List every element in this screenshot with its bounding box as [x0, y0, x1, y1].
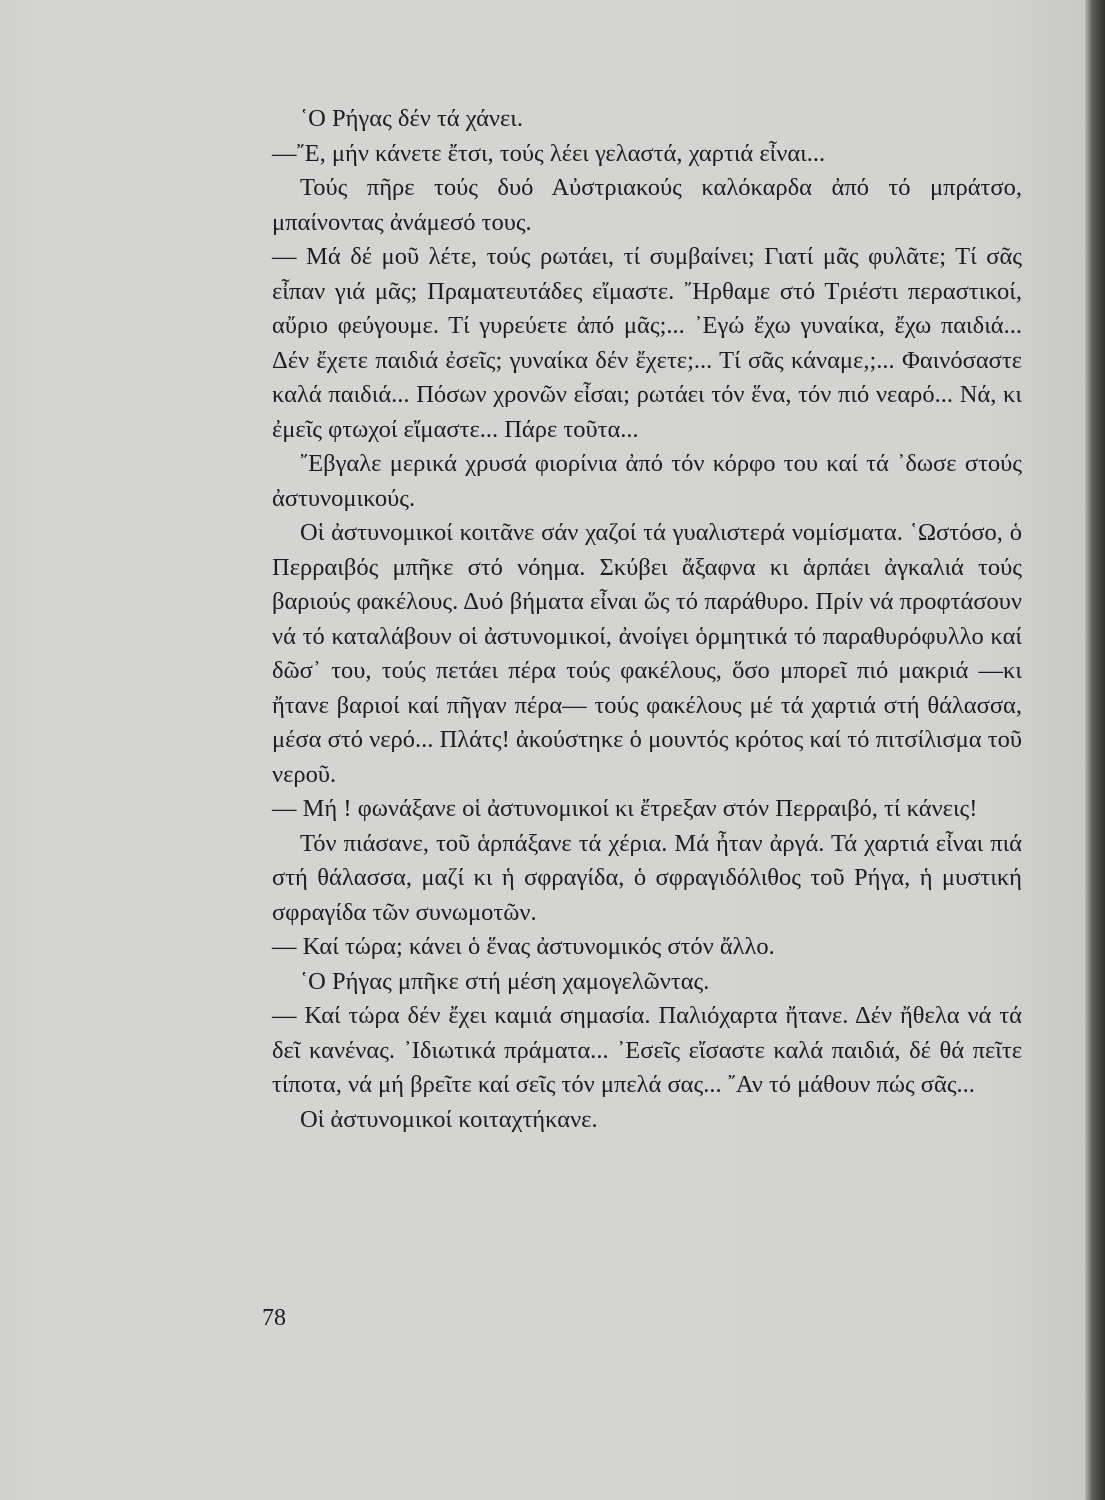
- paragraph: — Καί τώρα δέν ἔχει καμιά σημασία. Παλιόχαρτα ἤτανε. Δέν ἤθελα νά τά δεῖ κανένας. ᾿Ιδιωτικά πράματα... ᾿Εσεῖς εἴσαστε καλά παιδιά, δέ θά πεῖτε τίποτα, νά μή βρεῖτε καί σεῖς τόν μπελά σας... ῎Αν τό μάθουν πώς σᾶς...: [272, 1002, 1022, 1098]
- binding-shadow: [1085, 0, 1105, 1500]
- page-number: 78: [262, 1305, 286, 1331]
- body-text: [272, 102, 1022, 1137]
- paragraph: ῾Ο Ρήγας δέν τά χάνει.: [300, 105, 524, 132]
- paragraph: Τόν πιάσανε, τοῦ ἁρπάξανε τά χέρια. Μά ἦταν ἀργά. Τά χαρτιά εἶναι πιά στή θάλασσα, μαζί κι ἡ σφραγίδα, ὁ σφραγιδόλιθος τοῦ Ρήγα, ἡ μυστική σφραγίδα τῶν συνωμοτῶν.: [272, 829, 1022, 926]
- paragraph: — Μή ! φωνάξανε οἱ ἀστυνομικοί κι ἔτρεξαν στόν Περραιβό, τί κάνεις!: [272, 795, 978, 822]
- paragraph: — Μά δέ μοῦ λέτε, τούς ρωτάει, τί συμβαίνει; Γιατί μᾶς φυλᾶτε; Τί σᾶς εἶπαν γιά μᾶς; Πραματευτάδες εἴμαστε. ῎Ηρθαμε στό Τριέστι περαστικοί, αὔριο φεύγουμε. Τί γυρεύετε ἀπό μᾶς;... ᾿Εγώ ἔχω γυναίκα, ἔχω παιδιά... Δέν ἔχετε παιδιά ἐσεῖς; γυναίκα δέν ἔχετε;... Τί σᾶς κάναμε,;... Φαινόσαστε καλά παιδιά... Πόσων χρονῶν εἶσαι; ρωτάει τόν ἕνα, τόν πιό νεαρό... Νά, κι ἐμεῖς φτωχοί εἴμαστε... Πάρε τοῦτα...: [272, 243, 1022, 443]
- paragraph: —῎Ε, μήν κάνετε ἔτσι, τούς λέει γελαστά, χαρτιά εἶναι...: [272, 139, 826, 167]
- paragraph: Τούς πῆρε τούς δυό Αὐστριακούς καλόκαρδα ἀπό τό μπράτσο, μπαίνοντας ἀνάμεσό τους.: [272, 174, 1022, 236]
- paragraph: ῎Εβγαλε μερικά χρυσά φιορίνια ἀπό τόν κόρφο του καί τά ᾽δωσε στούς ἀστυνομικούς.: [272, 450, 1022, 512]
- paragraph: — Καί τώρα; κάνει ὁ ἕνας ἀστυνομικός στόν ἄλλο.: [272, 933, 775, 960]
- paragraph: ῾Ο Ρήγας μπῆκε στή μέση χαμογελῶντας.: [300, 967, 710, 995]
- paragraph: Οἱ ἀστυνομικοί κοιταχτήκανε.: [300, 1105, 598, 1133]
- paragraph: Οἱ ἀστυνομικοί κοιτᾶνε σάν χαζοί τά γυαλιστερά νομίσματα. ῾Ωστόσο, ὁ Περραιβός μπῆκε στό νόημα. Σκύβει ἄξαφνα κι ἁρπάει ἀγκαλιά τούς βαριούς φακέλους. Δυό βήματα εἶναι ὥς τό παράθυρο. Πρίν νά προφτάσουν νά τό καταλάβουν οἱ ἀστυνομικοί, ἀνοίγει ὁρμητικά τό παραθυρόφυλλο καί δῶσ᾽ του, τούς πετάει πέρα τούς φακέλους, ὅσο μπορεῖ πιό μακριά —κι ἤτανε βαριοί καί πῆγαν πέρα— τούς φακέλους μέ τά χαρτιά στή θάλασσα, μέσα στό νερό... Πλάτς! ἀκούστηκε ὁ μουντός κρότος καί τό πιτσίλισμα τοῦ νεροῦ.: [272, 519, 1022, 788]
